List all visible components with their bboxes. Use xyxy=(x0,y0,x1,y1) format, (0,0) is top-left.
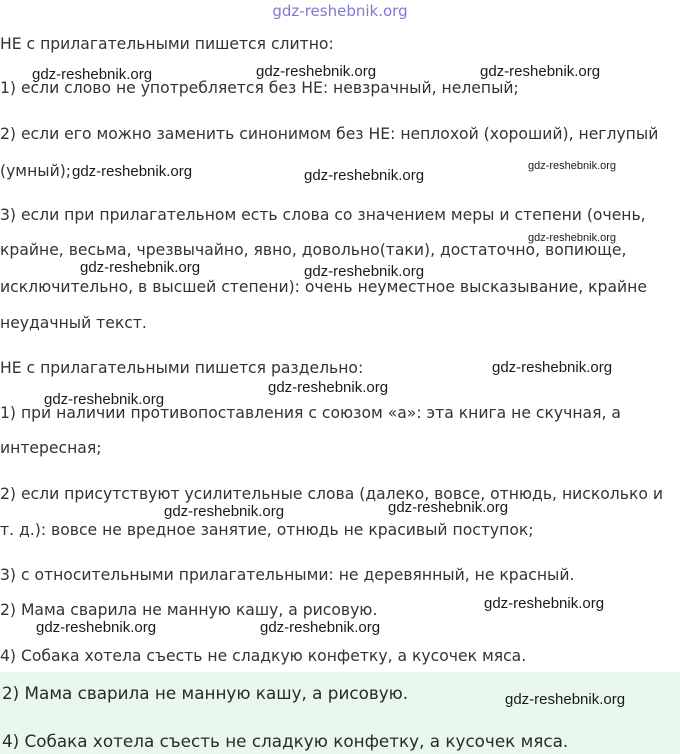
answer-2: 2) Мама сварила не манную кашу, а рисовую. xyxy=(2,683,409,703)
section2-rule1-line2: интересная; xyxy=(0,439,102,457)
watermark: gdz-reshebnik.org xyxy=(268,379,389,396)
watermark: gdz-reshebnik.org xyxy=(260,619,381,636)
watermark: gdz-reshebnik.org xyxy=(388,499,509,516)
watermark: gdz-reshebnik.org xyxy=(44,391,165,408)
watermark: gdz-reshebnik.org xyxy=(528,160,617,172)
watermark: gdz-reshebnik.org xyxy=(480,63,601,80)
answer-4: 4) Собака хотела съесть не сладкую конфетку, а кусочек мяса. xyxy=(2,731,569,751)
watermark: gdz-reshebnik.org xyxy=(528,232,617,244)
watermark: gdz-reshebnik.org xyxy=(36,619,157,636)
section1-rule2-line1: 2) если его можно заменить синонимом без НЕ: неплохой (хороший), неглупый xyxy=(0,125,659,143)
top-watermark: gdz-reshebnik.org xyxy=(272,2,408,20)
section1-rule3-line4: неудачный текст. xyxy=(0,314,147,332)
section1-title: НЕ с прилагательными пишется слитно: xyxy=(0,35,334,53)
example-2: 2) Мама сварила не манную кашу, а рисовую. xyxy=(0,601,378,619)
watermark: gdz-reshebnik.org xyxy=(72,163,193,180)
watermark: gdz-reshebnik.org xyxy=(505,691,626,708)
section2-rule2-line2: т. д.): вовсе не вредное занятие, отнюдь не красивый поступок; xyxy=(0,521,534,539)
watermark: gdz-reshebnik.org xyxy=(164,503,285,520)
section1-rule3-line1: 3) если при прилагательном есть слова со значением меры и степени (очень, xyxy=(0,206,646,224)
watermark: gdz-reshebnik.org xyxy=(492,359,613,376)
section1-rule1: 1) если слово не употребляется без НЕ: невзрачный, нелепый; xyxy=(0,79,519,97)
section2-title: НЕ с прилагательными пишется раздельно: xyxy=(0,359,364,377)
section1-rule2-line2: (умный); xyxy=(0,162,72,180)
watermark: gdz-reshebnik.org xyxy=(484,595,605,612)
example-4: 4) Собака хотела съесть не сладкую конфетку, а кусочек мяса. xyxy=(0,647,527,665)
watermark: gdz-reshebnik.org xyxy=(304,167,425,184)
watermark: gdz-reshebnik.org xyxy=(304,263,425,280)
watermark: gdz-reshebnik.org xyxy=(32,66,153,83)
section1-rule3-line3: исключительно, в высшей степени): очень неуместное высказывание, крайне xyxy=(0,278,647,296)
section2-rule2-line1: 2) если присутствуют усилительные слова (далеко, вовсе, отнюдь, нисколько и xyxy=(0,485,664,503)
watermark: gdz-reshebnik.org xyxy=(80,259,201,276)
section2-rule1-line1: 1) при наличии противопоставления с союзом «а»: эта книга не скучная, а xyxy=(0,404,621,422)
watermark: gdz-reshebnik.org xyxy=(256,63,377,80)
section2-rule3: 3) с относительными прилагательными: не деревянный, не красный. xyxy=(0,566,575,584)
section1-rule3-line2: крайне, весьма, чрезвычайно, явно, довольно(таки), достаточно, вопиюще, xyxy=(0,241,627,259)
